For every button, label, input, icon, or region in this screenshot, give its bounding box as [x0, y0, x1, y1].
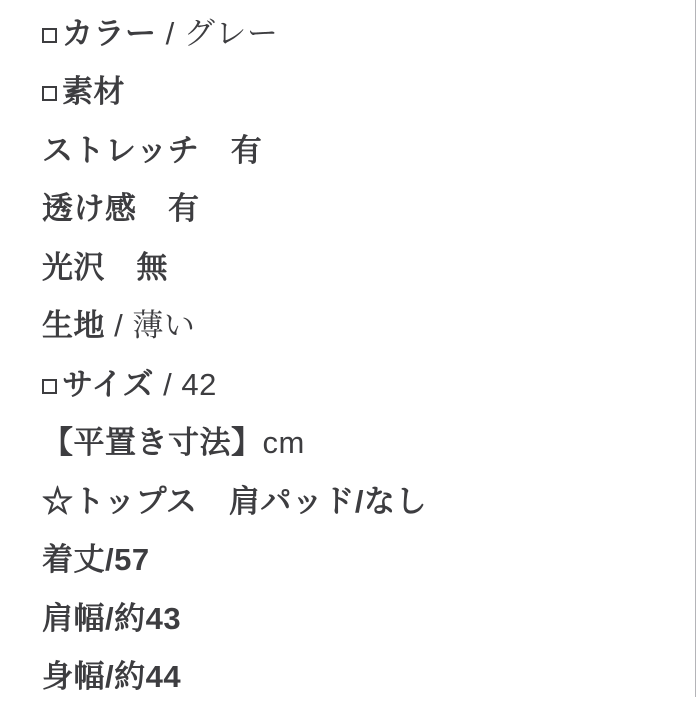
line-text: 素材	[62, 76, 125, 107]
line-text: ストレッチ 有	[42, 135, 262, 166]
line-text: 透け感 有	[42, 193, 200, 224]
right-edge-divider	[695, 0, 696, 697]
text-line-gloss	[42, 238, 697, 297]
square-bullet-icon	[42, 28, 57, 43]
text-line-flat-measurement-heading	[42, 414, 697, 473]
line-text: 【平置き寸法】	[42, 427, 263, 458]
line-text: 肩幅/約43	[42, 603, 181, 634]
text-line-stretch	[42, 121, 697, 180]
line-text: / 薄い	[105, 310, 195, 341]
line-text: 生地	[42, 310, 105, 341]
line-text: 着丈/57	[42, 544, 150, 575]
text-line-length	[42, 531, 697, 590]
text-line-fabric	[42, 297, 697, 356]
text-line-sheerness	[42, 180, 697, 239]
line-text: cm	[263, 427, 305, 458]
text-line-material	[42, 63, 697, 122]
text-line-tops-shoulder-pad	[42, 472, 697, 531]
line-text: ☆トップス 肩パッド/なし	[42, 486, 427, 517]
line-text: / 42	[154, 369, 217, 400]
line-text: 身幅/約44	[42, 661, 181, 692]
line-text: カラー	[62, 18, 157, 49]
square-bullet-icon	[42, 379, 57, 394]
text-line-size	[42, 355, 697, 414]
text-line-body-width	[42, 648, 697, 706]
line-text: サイズ	[62, 369, 154, 400]
line-text: 光沢 無	[42, 252, 168, 283]
line-text: / グレー	[157, 18, 279, 49]
text-lines	[42, 4, 697, 706]
text-line-shoulder-width	[42, 589, 697, 648]
square-bullet-icon	[42, 86, 57, 101]
text-line-color	[42, 4, 697, 63]
